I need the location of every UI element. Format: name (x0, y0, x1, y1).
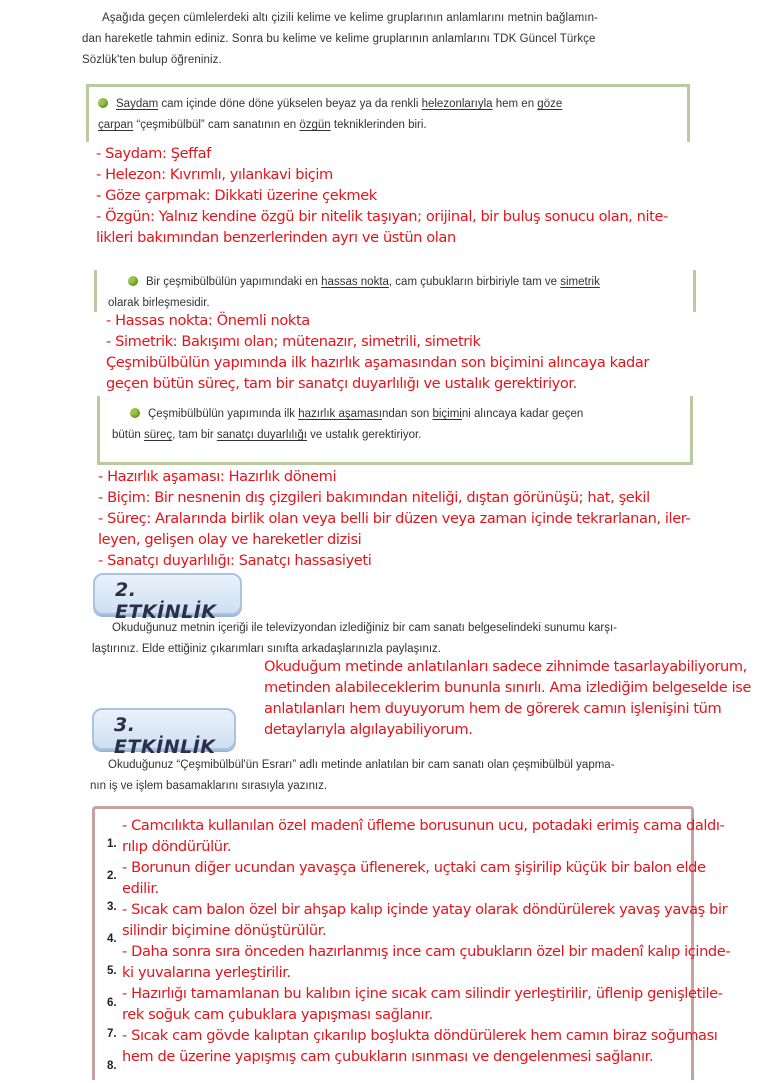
bullet-icon (128, 276, 138, 286)
activity-3-badge: 3. ETKİNLİK (92, 708, 236, 750)
activity-2-badge: 2. ETKİNLİK (93, 573, 242, 615)
instruction-text: Aşağıda geçen cümlelerdeki altı çizili kelime ve kelime gruplarının anlamlarını metnin bağlamın- dan hareketle tahmin ediniz. Sonra bu kelime ve kelime gruplarının anlamlarını TDK Güncel Türkçe Sözlük'ten bulup öğreniniz. (82, 12, 599, 66)
sentence-2: Bir çeşmibülbülün yapımındaki en hassas nokta, cam çubukların birbiriyle tam ve simetrik olarak birleşmesidir. (108, 276, 600, 309)
sentence-1: Saydam cam içinde döne döne yükselen beyaz ya da renkli helezonlarıyla hem en göze çarpan “çeşmibülbül” cam sanatının en özgün tekniklerinden biri. (98, 98, 563, 131)
activity-2-answer: Okuduğum metinde anlatılanları sadece zihnimde tasarlayabiliyorum, metinden alabileceklerim bununla sınırlı. Ama izlediğim belgeselde ise anlatılanları hem duyuyorum hem de görerek camın işlenişini tüm detaylarıyla algılayabiliyorum. (264, 658, 752, 738)
step-numbers: 1. 2. 3. 4. 5. 6. 7. 8. (107, 838, 117, 1072)
answers-2: - Hassas nokta: Önemli nokta - Simetrik: Bakışımı olan; mütenazır, simetrili, simetrik Çeşmibülbülün yapımında ilk hazırlık aşamasından son biçimini alıncaya kadar geçen bütün süreç, tam bir sanatçı duyarlılığı ve ustalık gerektiriyor. (106, 312, 649, 392)
answers-1: - Saydam: Şeffaf - Helezon: Kıvrımlı, yılankavi biçim - Göze çarpmak: Dikkati üzerine çekmek - Özgün: Yalnız kendine özgü bir nitelik taşıyan; orijinal, bir buluş sonucu olan, nite- likleri bakımından benzerlerinden ayrı ve üstün olan (96, 145, 668, 246)
bullet-icon (98, 98, 108, 108)
answers-3: - Hazırlık aşaması: Hazırlık dönemi - Biçim: Bir nesnenin dış çizgileri bakımından niteliği, dıştan görünüşü; hat, şekil - Süreç: Aralarında birlik olan veya belli bir düzen veya zaman içinde tekrarlanan, iler- leyen, gelişen olay ve hareketler dizisi - Sanatçı duyarlılığı: Sanatçı hassasiyeti (98, 468, 691, 569)
activity-3-instruction: Okuduğunuz “Çeşmibülbül'ün Esrarı” adlı metinde anlatılan bir cam sanatı olan çeşmibülbül yapma- nın iş ve işlem basamaklarını sırasıyla yazınız. (90, 759, 615, 792)
bullet-icon (130, 408, 140, 418)
activity-3-answers: - Camcılıkta kullanılan özel madenî üfleme borusunun ucu, potadaki erimiş cama daldı- rılıp döndürülür. - Borunun diğer ucundan yavaşça üflenerek, uçtaki cam şişirilip küçük bir balon elde edilir. - Sıcak cam balon özel bir ahşap kalıp içinde yatay olarak döndürülerek yavaş yavaş bir silindir biçimine dönüştürülür. - Daha sonra sıra önceden hazırlanmış ince cam çubukların özel bir madenî kalıp içinde- ki yuvalarına yerleştirilir. - Hazırlığı tamamlanan bu kalıbın içine sıcak cam silindir yerleştirilir, üflenip genişletile- rek soğuk cam çubuklara yapışması sağlanır. - Sıcak cam gövde kalıptan çıkarılıp boşlukta döndürülerek hem camın biraz soğuması hem de üzerine yapışmış cam çubukların ısınması ve dengelenmesi sağlanır. (122, 817, 731, 1065)
sentence-3: Çeşmibülbülün yapımında ilk hazırlık aşamasından son biçimini alıncaya kadar geçen bütün süreç, tam bir sanatçı duyarlılığı ve ustalık gerektiriyor. (112, 408, 584, 441)
activity-2-instruction: Okuduğunuz metnin içeriği ile televizyondan izlediğiniz bir cam sanatı belgeselindeki sunumu karşı- laştırınız. Elde ettiğiniz çıkarımları sınıfta arkadaşlarınızla paylaşınız. (92, 622, 617, 655)
